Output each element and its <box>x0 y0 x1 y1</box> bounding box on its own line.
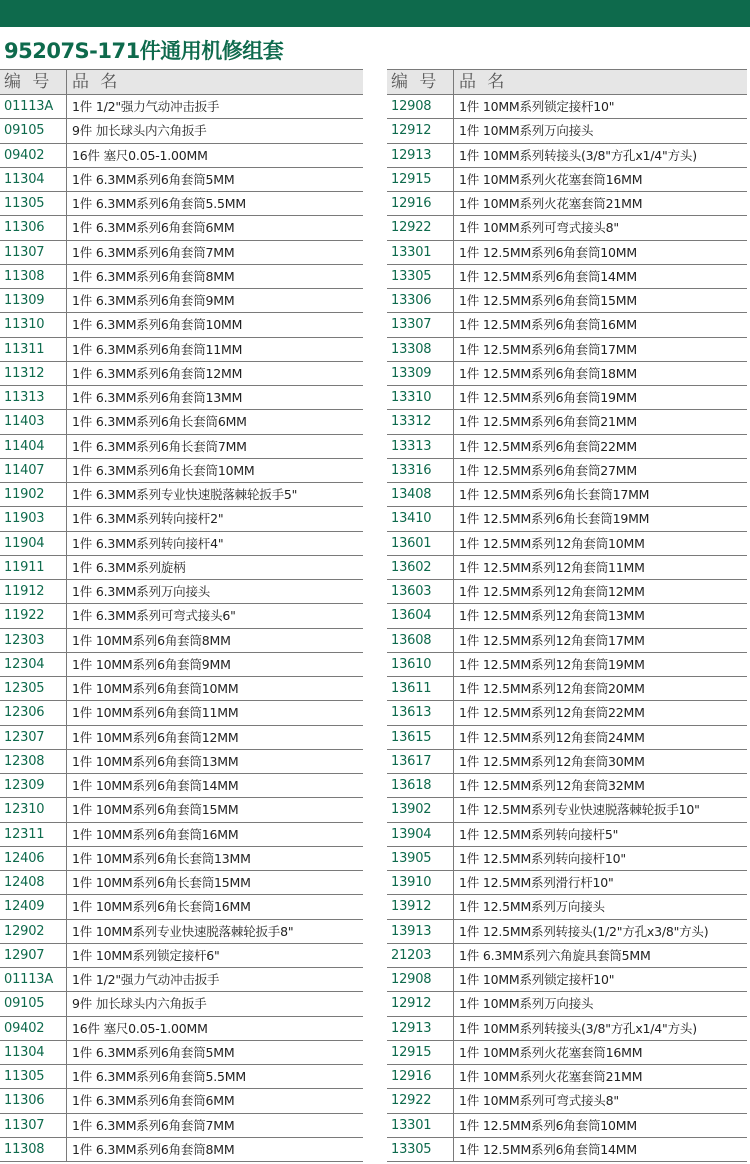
part-code: 13310 <box>387 386 454 409</box>
part-name: 1件 6.3MM系列6角套筒7MM <box>72 244 235 260</box>
part-code: 13301 <box>387 241 454 264</box>
part-code: 13611 <box>387 677 454 700</box>
part-name: 1件 10MM系列6角套筒10MM <box>72 681 239 696</box>
part-name: 1件 1/2"强力气动冲击扳手 <box>72 972 220 987</box>
part-code: 13410 <box>387 507 454 530</box>
table-row <box>387 313 747 337</box>
part-code: 12308 <box>0 750 67 773</box>
part-code: 11904 <box>0 532 67 555</box>
part-name: 1件 6.3MM系列6角套筒8MM <box>72 268 235 284</box>
part-name: 1件 10MM系列6角套筒11MM <box>72 705 239 721</box>
part-name: 1件 10MM系列可弯式接头8" <box>459 220 619 236</box>
table-row <box>0 386 363 410</box>
table-row <box>387 192 747 216</box>
table-row <box>0 483 363 507</box>
part-code: 13904 <box>387 823 454 846</box>
part-name: 1件 12.5MM系列6角套筒22MM <box>459 438 637 454</box>
table-row <box>387 944 747 968</box>
column-header-code: 编 号 <box>387 70 454 94</box>
table-row <box>387 338 747 362</box>
part-code: 12310 <box>0 798 67 821</box>
part-code: 13307 <box>387 313 454 336</box>
page-title: 95207S-171件通用机修组套 <box>4 39 284 63</box>
part-name: 1件 6.3MM系列可弯式接头6" <box>72 608 236 624</box>
part-code: 09402 <box>0 1017 67 1040</box>
part-code: 09105 <box>0 992 67 1015</box>
part-name: 1件 10MM系列万向接头 <box>459 123 594 139</box>
part-name: 1件 12.5MM系列12角套筒24MM <box>459 729 645 745</box>
table-row <box>0 507 363 531</box>
table-row <box>387 1089 747 1113</box>
part-name: 1件 12.5MM系列12角套筒17MM <box>459 632 645 648</box>
part-name: 1件 6.3MM系列6角长套筒10MM <box>72 462 255 478</box>
table-row <box>0 823 363 847</box>
table-row <box>387 386 747 410</box>
part-code: 09402 <box>0 144 67 167</box>
part-code: 11305 <box>0 1065 67 1088</box>
part-code: 11311 <box>0 338 67 361</box>
part-name: 1件 10MM系列6角套筒16MM <box>72 826 239 842</box>
part-name: 1件 6.3MM系列6角套筒6MM <box>72 1093 235 1109</box>
table-row <box>0 920 363 944</box>
part-name: 9件 加长球头内六角扳手 <box>72 123 207 139</box>
table-row <box>0 313 363 337</box>
table-body <box>387 95 747 1162</box>
part-name: 1件 12.5MM系列12角套筒13MM <box>459 608 645 624</box>
part-name: 1件 6.3MM系列6角套筒8MM <box>72 1141 235 1157</box>
part-name: 1件 10MM系列6角套筒9MM <box>72 656 231 672</box>
part-name: 1件 12.5MM系列12角套筒19MM <box>459 656 645 672</box>
part-code: 13617 <box>387 750 454 773</box>
part-name: 1件 10MM系列万向接头 <box>459 996 594 1012</box>
part-name: 1件 6.3MM系列转向接杆4" <box>72 535 224 551</box>
part-code: 13603 <box>387 580 454 603</box>
part-code: 11912 <box>0 580 67 603</box>
table-row <box>387 483 747 507</box>
table-row <box>0 1041 363 1065</box>
part-name: 1件 12.5MM系列12角套筒30MM <box>459 753 645 769</box>
table-row <box>0 1114 363 1138</box>
part-code: 13601 <box>387 532 454 555</box>
part-name: 1件 12.5MM系列12角套筒12MM <box>459 584 645 599</box>
part-code: 12907 <box>0 944 67 967</box>
part-code: 13610 <box>387 653 454 676</box>
part-code: 12306 <box>0 701 67 724</box>
part-name: 1件 6.3MM系列转向接杆2" <box>72 511 224 527</box>
column-header-code: 编 号 <box>0 70 67 94</box>
part-name: 1件 10MM系列6角套筒14MM <box>72 778 239 793</box>
part-code: 11305 <box>0 192 67 215</box>
part-code: 12922 <box>387 1089 454 1112</box>
part-code: 12309 <box>0 774 67 797</box>
part-name: 1件 10MM系列6角套筒15MM <box>72 802 239 818</box>
part-name: 1件 6.3MM系列6角套筒5MM <box>72 171 235 187</box>
part-code: 13905 <box>387 847 454 870</box>
table-row <box>387 410 747 434</box>
part-code: 13408 <box>387 483 454 506</box>
part-code: 12409 <box>0 895 67 918</box>
part-code: 12915 <box>387 1041 454 1064</box>
part-code: 13613 <box>387 701 454 724</box>
part-name: 1件 12.5MM系列6角套筒15MM <box>459 293 637 308</box>
table-row <box>387 1114 747 1138</box>
part-code: 11312 <box>0 362 67 385</box>
table-row <box>387 1138 747 1162</box>
part-code: 12304 <box>0 653 67 676</box>
part-name: 1件 12.5MM系列万向接头 <box>459 899 605 915</box>
part-name: 1件 6.3MM系列6角套筒9MM <box>72 293 235 308</box>
table-header <box>0 69 363 95</box>
table-row <box>387 532 747 556</box>
part-code: 13902 <box>387 798 454 821</box>
table-row <box>0 265 363 289</box>
table-row <box>0 410 363 434</box>
part-code: 12908 <box>387 968 454 991</box>
table-row <box>387 701 747 725</box>
table-row <box>0 629 363 653</box>
table-row <box>0 774 363 798</box>
part-name: 1件 10MM系列火花塞套筒21MM <box>459 1069 643 1084</box>
part-code: 11304 <box>0 168 67 191</box>
part-name: 1件 10MM系列6角长套筒13MM <box>72 850 251 866</box>
column-header-name: 品 名 <box>459 72 508 92</box>
table-row <box>387 95 747 119</box>
table-row <box>387 1017 747 1041</box>
table-row <box>0 968 363 992</box>
part-code: 12912 <box>387 119 454 142</box>
table-row <box>387 920 747 944</box>
part-name: 1件 10MM系列火花塞套筒16MM <box>459 171 643 187</box>
table-row <box>387 653 747 677</box>
part-code: 12305 <box>0 677 67 700</box>
part-code: 11404 <box>0 435 67 458</box>
part-name: 1件 12.5MM系列12角套筒22MM <box>459 705 645 721</box>
part-name: 1件 6.3MM系列旋柄 <box>72 559 186 575</box>
table-row <box>0 750 363 774</box>
part-code: 12912 <box>387 992 454 1015</box>
part-code: 13305 <box>387 265 454 288</box>
part-code: 13301 <box>387 1114 454 1137</box>
part-name: 1件 10MM系列转接头(3/8"方孔x1/4"方头) <box>459 1020 697 1036</box>
table-row <box>0 992 363 1016</box>
part-name: 1件 12.5MM系列转向接杆5" <box>459 826 619 842</box>
table-row <box>0 1017 363 1041</box>
part-name: 1件 6.3MM系列6角套筒7MM <box>72 1117 235 1133</box>
table-row <box>387 1065 747 1089</box>
part-name: 1件 12.5MM系列6角套筒16MM <box>459 317 637 333</box>
part-name: 1件 6.3MM系列6角套筒12MM <box>72 365 243 381</box>
table-row <box>387 459 747 483</box>
part-name: 1件 12.5MM系列6角长套筒17MM <box>459 487 650 502</box>
table-row <box>0 241 363 265</box>
part-name: 1件 10MM系列火花塞套筒16MM <box>459 1044 643 1060</box>
part-code: 21203 <box>387 944 454 967</box>
part-name: 9件 加长球头内六角扳手 <box>72 996 207 1012</box>
table-row <box>387 726 747 750</box>
part-name: 1件 12.5MM系列6角套筒21MM <box>459 414 637 430</box>
part-name: 1件 10MM系列火花塞套筒21MM <box>459 196 643 211</box>
part-name: 1件 12.5MM系列转接头(1/2"方孔x3/8"方头) <box>459 923 709 939</box>
table-row <box>387 556 747 580</box>
table-row <box>387 604 747 628</box>
table-row <box>387 774 747 798</box>
part-code: 12922 <box>387 216 454 239</box>
part-code: 12908 <box>387 95 454 118</box>
part-name: 1件 6.3MM系列6角套筒6MM <box>72 220 235 236</box>
table-row <box>387 435 747 459</box>
part-name: 1件 12.5MM系列12角套筒20MM <box>459 681 645 696</box>
part-code: 11903 <box>0 507 67 530</box>
part-code: 12913 <box>387 1017 454 1040</box>
part-code: 11304 <box>0 1041 67 1064</box>
part-code: 13602 <box>387 556 454 579</box>
part-code: 13910 <box>387 871 454 894</box>
part-code: 13913 <box>387 920 454 943</box>
part-code: 11310 <box>0 313 67 336</box>
part-name: 1件 10MM系列转接头(3/8"方孔x1/4"方头) <box>459 147 697 163</box>
part-name: 1件 6.3MM系列6角套筒5MM <box>72 1044 235 1060</box>
part-name: 1件 12.5MM系列6角套筒14MM <box>459 268 637 284</box>
part-name: 1件 12.5MM系列滑行杆10" <box>459 875 614 890</box>
part-name: 16件 塞尺0.05-1.00MM <box>72 1020 208 1036</box>
part-name: 1件 12.5MM系列6角套筒17MM <box>459 341 637 357</box>
table-row <box>0 119 363 143</box>
table-row <box>0 895 363 919</box>
part-code: 13308 <box>387 338 454 361</box>
table-row <box>0 944 363 968</box>
table-row <box>387 798 747 822</box>
part-name: 1件 6.3MM系列6角套筒13MM <box>72 390 243 405</box>
part-code: 13604 <box>387 604 454 627</box>
part-name: 1件 12.5MM系列6角套筒27MM <box>459 462 637 478</box>
part-code: 13306 <box>387 289 454 312</box>
table-row <box>387 992 747 1016</box>
part-name: 1件 10MM系列专业快速脱落棘轮扳手8" <box>72 923 294 939</box>
table-row <box>0 580 363 604</box>
table-row <box>0 798 363 822</box>
part-code: 12916 <box>387 1065 454 1088</box>
parts-table-left <box>0 69 363 1162</box>
part-name: 1件 10MM系列6角长套筒16MM <box>72 899 251 915</box>
part-name: 1件 12.5MM系列12角套筒11MM <box>459 559 645 575</box>
table-row <box>387 847 747 871</box>
table-row <box>387 265 747 289</box>
part-name: 1件 6.3MM系列6角套筒5.5MM <box>72 1069 246 1084</box>
part-code: 11407 <box>0 459 67 482</box>
table-row <box>387 507 747 531</box>
table-row <box>0 95 363 119</box>
part-code: 12916 <box>387 192 454 215</box>
table-row <box>0 556 363 580</box>
table-row <box>0 677 363 701</box>
table-row <box>387 823 747 847</box>
part-code: 11922 <box>0 604 67 627</box>
part-name: 1件 12.5MM系列6角套筒19MM <box>459 390 637 405</box>
part-code: 13305 <box>387 1138 454 1161</box>
table-row <box>387 362 747 386</box>
table-body <box>0 95 363 1162</box>
table-row <box>0 1138 363 1162</box>
part-code: 11309 <box>0 289 67 312</box>
table-row <box>0 435 363 459</box>
part-code: 13312 <box>387 410 454 433</box>
part-code: 12408 <box>0 871 67 894</box>
table-row <box>0 192 363 216</box>
table-row <box>0 289 363 313</box>
part-name: 1件 10MM系列锁定接杆6" <box>72 947 220 963</box>
table-row <box>387 216 747 240</box>
part-code: 11308 <box>0 1138 67 1161</box>
part-name: 1件 10MM系列锁定接杆10" <box>459 99 615 114</box>
part-code: 13313 <box>387 435 454 458</box>
table-row <box>0 871 363 895</box>
part-code: 13309 <box>387 362 454 385</box>
table-row <box>0 847 363 871</box>
part-code: 13618 <box>387 774 454 797</box>
table-row <box>0 653 363 677</box>
part-code: 12406 <box>0 847 67 870</box>
table-row <box>0 701 363 725</box>
table-row <box>387 895 747 919</box>
part-name: 1件 6.3MM系列6角长套筒7MM <box>72 438 247 454</box>
part-code: 11313 <box>0 386 67 409</box>
part-name: 1件 6.3MM系列6角套筒5.5MM <box>72 196 246 211</box>
part-name: 1件 10MM系列6角套筒13MM <box>72 753 239 769</box>
part-name: 1件 10MM系列6角套筒12MM <box>72 729 239 745</box>
table-header <box>387 69 747 95</box>
part-name: 1件 12.5MM系列6角套筒14MM <box>459 1141 637 1157</box>
part-code: 13608 <box>387 629 454 652</box>
part-name: 1件 6.3MM系列6角套筒11MM <box>72 341 243 357</box>
table-row <box>387 677 747 701</box>
table-row <box>387 119 747 143</box>
part-name: 1件 12.5MM系列专业快速脱落棘轮扳手10" <box>459 802 700 818</box>
part-name: 1件 10MM系列6角长套筒15MM <box>72 875 251 890</box>
part-name: 1件 10MM系列锁定接杆10" <box>459 972 615 987</box>
part-code: 01113A <box>0 95 67 118</box>
table-row <box>0 216 363 240</box>
table-row <box>387 289 747 313</box>
table-row <box>387 629 747 653</box>
table-row <box>387 1041 747 1065</box>
part-name: 1件 12.5MM系列6角长套筒19MM <box>459 511 650 527</box>
part-code: 12303 <box>0 629 67 652</box>
part-name: 1件 12.5MM系列6角套筒10MM <box>459 244 637 260</box>
table-row <box>0 459 363 483</box>
part-name: 1件 12.5MM系列6角套筒10MM <box>459 1117 637 1133</box>
part-code: 11911 <box>0 556 67 579</box>
table-row <box>387 871 747 895</box>
table-row <box>0 168 363 192</box>
table-row <box>0 604 363 628</box>
part-code: 11902 <box>0 483 67 506</box>
part-name: 1件 12.5MM系列12角套筒32MM <box>459 778 645 793</box>
table-row <box>0 362 363 386</box>
table-row <box>0 532 363 556</box>
part-name: 16件 塞尺0.05-1.00MM <box>72 147 208 163</box>
part-code: 11308 <box>0 265 67 288</box>
part-name: 1件 6.3MM系列6角长套筒6MM <box>72 414 247 430</box>
part-name: 1件 6.3MM系列6角套筒10MM <box>72 317 243 333</box>
part-code: 13615 <box>387 726 454 749</box>
column-header-name: 品 名 <box>72 72 121 92</box>
top-banner <box>0 0 750 27</box>
table-row <box>387 968 747 992</box>
part-code: 12915 <box>387 168 454 191</box>
parts-table-right <box>387 69 747 1162</box>
part-code: 13316 <box>387 459 454 482</box>
part-code: 12311 <box>0 823 67 846</box>
table-row <box>0 1089 363 1113</box>
part-code: 11306 <box>0 1089 67 1112</box>
part-name: 1件 6.3MM系列六角旋具套筒5MM <box>459 947 651 963</box>
part-name: 1件 1/2"强力气动冲击扳手 <box>72 99 220 114</box>
part-code: 11307 <box>0 1114 67 1137</box>
part-name: 1件 10MM系列可弯式接头8" <box>459 1093 619 1109</box>
part-name: 1件 12.5MM系列6角套筒18MM <box>459 365 637 381</box>
part-code: 12913 <box>387 144 454 167</box>
table-row <box>0 726 363 750</box>
part-name: 1件 6.3MM系列万向接头 <box>72 584 211 599</box>
part-name: 1件 12.5MM系列12角套筒10MM <box>459 535 645 551</box>
table-row <box>0 144 363 168</box>
part-name: 1件 6.3MM系列专业快速脱落棘轮扳手5" <box>72 487 298 502</box>
part-code: 12902 <box>0 920 67 943</box>
table-row <box>387 241 747 265</box>
table-row <box>0 338 363 362</box>
table-row <box>0 1065 363 1089</box>
part-name: 1件 12.5MM系列转向接杆10" <box>459 850 626 866</box>
part-code: 09105 <box>0 119 67 142</box>
part-code: 13912 <box>387 895 454 918</box>
table-row <box>387 580 747 604</box>
part-code: 01113A <box>0 968 67 991</box>
part-name: 1件 10MM系列6角套筒8MM <box>72 632 231 648</box>
table-row <box>387 144 747 168</box>
table-row <box>387 168 747 192</box>
table-row <box>387 750 747 774</box>
part-code: 11307 <box>0 241 67 264</box>
part-code: 12307 <box>0 726 67 749</box>
part-code: 11403 <box>0 410 67 433</box>
part-code: 11306 <box>0 216 67 239</box>
